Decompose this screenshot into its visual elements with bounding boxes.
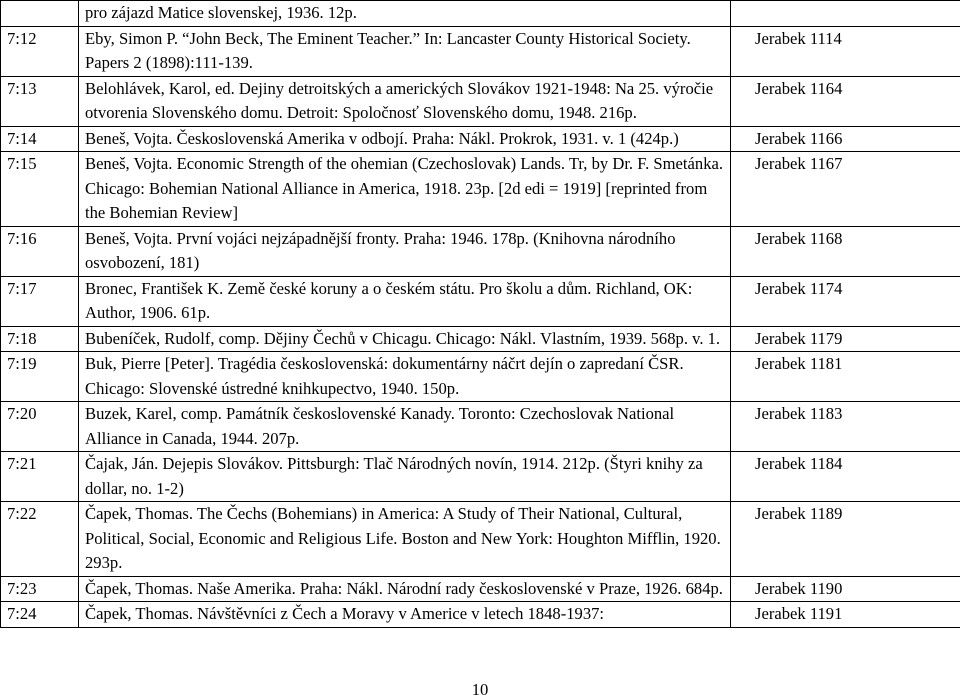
call-number: Jerabek 1167 bbox=[731, 152, 960, 227]
call-number: Jerabek 1183 bbox=[731, 402, 960, 452]
table-row bbox=[1, 76, 960, 126]
entry-number: 7:13 bbox=[1, 76, 79, 126]
table-row bbox=[1, 402, 960, 452]
citation: Buzek, Karel, comp. Památník československé Kanady. Toronto: Czechoslovak National Alliance in Canada, 1944. 207p. bbox=[79, 402, 731, 452]
entry-number: 7:14 bbox=[1, 126, 79, 152]
table-row bbox=[1, 226, 960, 276]
citation: Eby, Simon P. “John Beck, The Eminent Teacher.” In: Lancaster County Historical Society. Papers 2 (1898):111-139. bbox=[79, 26, 731, 76]
table-row bbox=[1, 602, 960, 628]
call-number bbox=[731, 1, 960, 27]
call-number: Jerabek 1181 bbox=[731, 352, 960, 402]
table-row bbox=[1, 326, 960, 352]
table-row bbox=[1, 576, 960, 602]
entry-number: 7:23 bbox=[1, 576, 79, 602]
entry-number: 7:16 bbox=[1, 226, 79, 276]
entry-number: 7:18 bbox=[1, 326, 79, 352]
call-number: Jerabek 1189 bbox=[731, 502, 960, 577]
table-row bbox=[1, 352, 960, 402]
citation: Bronec, František K. Země české koruny a o českém státu. Pro školu a dům. Richland, OK: Author, 1906. 61p. bbox=[79, 276, 731, 326]
entry-number: 7:19 bbox=[1, 352, 79, 402]
entry-number: 7:20 bbox=[1, 402, 79, 452]
table-row bbox=[1, 452, 960, 502]
entry-number bbox=[1, 1, 79, 27]
table-row bbox=[1, 126, 960, 152]
table-row bbox=[1, 152, 960, 227]
call-number: Jerabek 1184 bbox=[731, 452, 960, 502]
citation: Čapek, Thomas. Návštěvníci z Čech a Moravy v Americe v letech 1848-1937: bbox=[79, 602, 731, 628]
citation: Beneš, Vojta. První vojáci nejzápadnější fronty. Praha: 1946. 178p. (Knihovna národního osvobození, 181) bbox=[79, 226, 731, 276]
citation: Beneš, Vojta. Economic Strength of the ohemian (Czechoslovak) Lands. Tr, by Dr. F. Smetánka. Chicago: Bohemian National Alliance in America, 1918. 23p. [2d edi = 1919] [reprinted from the Bohemian Review] bbox=[79, 152, 731, 227]
call-number: Jerabek 1191 bbox=[731, 602, 960, 628]
citation: Beneš, Vojta. Československá Amerika v odbojí. Praha: Nákl. Prokrok, 1931. v. 1 (424p.) bbox=[79, 126, 731, 152]
call-number: Jerabek 1168 bbox=[731, 226, 960, 276]
call-number: Jerabek 1174 bbox=[731, 276, 960, 326]
entry-number: 7:24 bbox=[1, 602, 79, 628]
table-row bbox=[1, 26, 960, 76]
entry-number: 7:17 bbox=[1, 276, 79, 326]
call-number: Jerabek 1166 bbox=[731, 126, 960, 152]
citation: Čajak, Ján. Dejepis Slovákov. Pittsburgh: Tlač Národných novín, 1914. 212p. (Štyri knihy za dollar, no. 1-2) bbox=[79, 452, 731, 502]
citation: Čapek, Thomas. The Čechs (Bohemians) in America: A Study of Their National, Cultural, Political, Social, Economic and Religious Life. Boston and New York: Houghton Mifflin, 1920. 293p. bbox=[79, 502, 731, 577]
table-row bbox=[1, 276, 960, 326]
entry-number: 7:15 bbox=[1, 152, 79, 227]
citation: Belohlávek, Karol, ed. Dejiny detroitských a amerických Slovákov 1921-1948: Na 25. výročie otvorenia Slovenského domu. Detroit: Spoločnosť Slovenského domu, 1948. 216p. bbox=[79, 76, 731, 126]
page-number: 10 bbox=[471, 680, 489, 699]
table-row bbox=[1, 1, 960, 27]
entry-number: 7:12 bbox=[1, 26, 79, 76]
call-number: Jerabek 1164 bbox=[731, 76, 960, 126]
citation: Buk, Pierre [Peter]. Tragédia československá: dokumentárny náčrt dejín o zapredaní ČSR. Chicago: Slovenské ústredné knihkupectvo, 1940. 150p. bbox=[79, 352, 731, 402]
citation: Bubeníček, Rudolf, comp. Dějiny Čechů v Chicagu. Chicago: Nákl. Vlastním, 1939. 568p. v. 1. bbox=[79, 326, 731, 352]
call-number: Jerabek 1190 bbox=[731, 576, 960, 602]
call-number: Jerabek 1114 bbox=[731, 26, 960, 76]
entry-number: 7:21 bbox=[1, 452, 79, 502]
citation: Čapek, Thomas. Naše Amerika. Praha: Nákl. Národní rady československé v Praze, 1926. 684p. bbox=[79, 576, 731, 602]
citation: pro zájazd Matice slovenskej, 1936. 12p. bbox=[79, 1, 731, 27]
entry-number: 7:22 bbox=[1, 502, 79, 577]
call-number: Jerabek 1179 bbox=[731, 326, 960, 352]
table-row bbox=[1, 502, 960, 577]
